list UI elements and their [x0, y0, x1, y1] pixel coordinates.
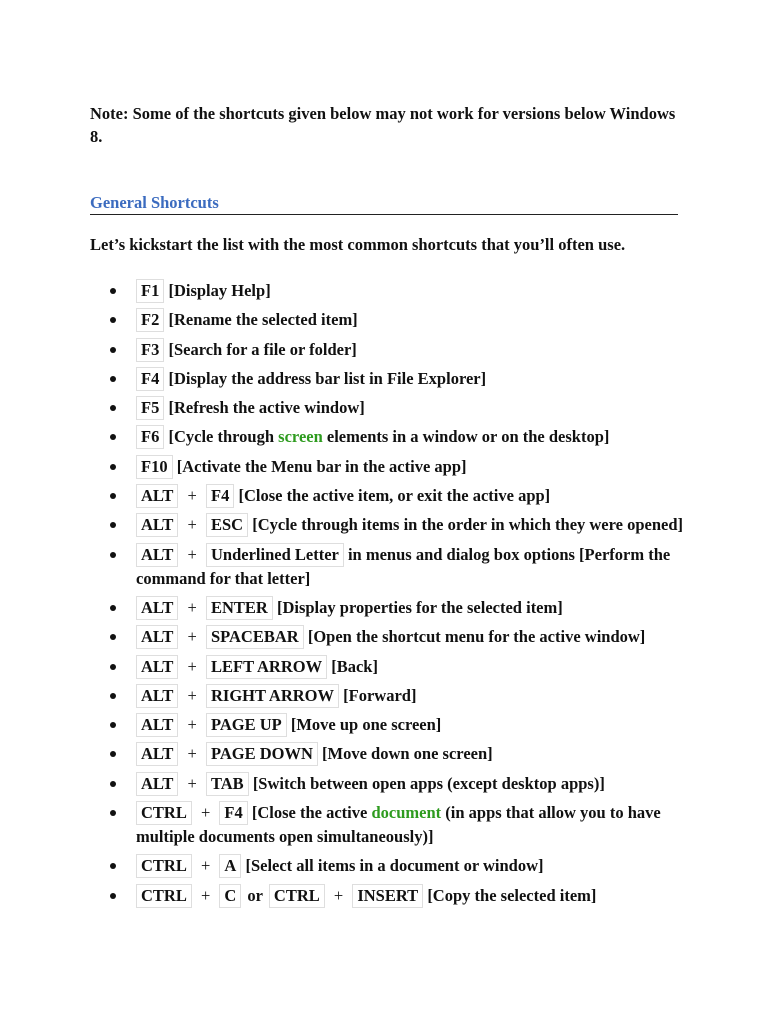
shortcut-item [110, 772, 690, 796]
key-label: F4 [219, 801, 247, 825]
shortcut-description: [Forward] [343, 685, 417, 705]
shortcut-item [110, 367, 690, 391]
plus-sign: + [196, 856, 215, 876]
bullet-icon [110, 863, 116, 869]
shortcut-item [110, 684, 690, 708]
key-label: F6 [136, 425, 164, 449]
bullet-icon [110, 434, 116, 440]
key-label: F1 [136, 279, 164, 303]
shortcut-description: [Move down one screen] [322, 744, 493, 764]
shortcut-description: [Move up one screen] [290, 715, 442, 735]
plus-sign: + [329, 885, 348, 905]
shortcut-description: [Cycle through [168, 427, 279, 447]
inline-link[interactable]: screen [278, 427, 323, 447]
shortcut-item [110, 396, 690, 420]
shortcut-item [110, 425, 690, 449]
bullet-icon [110, 781, 116, 787]
section-heading: General Shortcuts [90, 193, 678, 215]
shortcut-description: [Activate the Menu bar in the active app] [176, 456, 467, 476]
shortcut-description: [Copy the selected item] [427, 885, 597, 905]
bullet-icon [110, 288, 116, 294]
key-label: ENTER [206, 596, 273, 620]
shortcut-description: elements in a window or on the desktop] [322, 427, 610, 447]
shortcut-description: [Select all items in a document or window] [245, 856, 544, 876]
plus-sign: + [183, 486, 201, 506]
plus-sign: + [183, 744, 201, 764]
bullet-icon [110, 810, 116, 816]
plus-sign: + [183, 656, 201, 676]
bullet-icon [110, 317, 116, 323]
shortcut-description: [Switch between open apps (except desktop apps)] [252, 773, 605, 793]
shortcut-item [110, 455, 690, 479]
shortcut-item [110, 513, 690, 537]
bullet-icon [110, 552, 116, 558]
shortcut-description: [Close the active [251, 803, 372, 823]
key-label: ALT [136, 742, 178, 766]
plus-sign: + [183, 597, 201, 617]
key-label: Underlined Letter [206, 543, 344, 567]
key-label: F5 [136, 396, 164, 420]
shortcut-item [110, 484, 690, 508]
plus-sign: + [196, 803, 215, 823]
intro-paragraph: Let’s kickstart the list with the most common shortcuts that you’ll often use. [90, 235, 626, 254]
key-label: F4 [136, 367, 164, 391]
key-label: CTRL [136, 884, 192, 908]
key-label: ESC [206, 513, 248, 537]
key-label: PAGE UP [206, 713, 287, 737]
key-label: F10 [136, 455, 173, 479]
bullet-icon [110, 405, 116, 411]
shortcut-description: [Display Help] [168, 281, 271, 300]
bullet-icon [110, 751, 116, 757]
shortcut-item [110, 655, 690, 679]
shortcut-description: [Back] [331, 656, 378, 676]
key-label: TAB [206, 772, 249, 796]
key-label: C [219, 884, 241, 908]
key-label: ALT [136, 513, 178, 537]
key-label: A [219, 854, 241, 878]
plus-sign: + [183, 773, 201, 793]
shortcut-description: [Search for a file or folder] [168, 339, 357, 359]
shortcut-item [110, 742, 690, 766]
key-label: ALT [136, 772, 178, 796]
shortcut-description: [Refresh the active window] [168, 398, 365, 418]
shortcut-item [110, 884, 690, 908]
shortcut-item [110, 801, 690, 849]
or-label: or [247, 885, 263, 905]
bullet-icon [110, 464, 116, 470]
bullet-icon [110, 893, 116, 899]
key-label: F4 [206, 484, 234, 508]
shortcut-item [110, 338, 690, 362]
shortcut-list [110, 279, 690, 913]
bullet-icon [110, 664, 116, 670]
shortcut-description: in menus and dialog box options [Perform the command for that letter] [136, 544, 671, 588]
key-label: F3 [136, 338, 164, 362]
bullet-icon [110, 522, 116, 528]
key-label: ALT [136, 484, 178, 508]
plus-sign: + [183, 627, 201, 647]
key-label: ALT [136, 713, 178, 737]
shortcut-item [110, 543, 690, 591]
shortcut-item [110, 713, 690, 737]
key-label: ALT [136, 684, 178, 708]
key-label: SPACEBAR [206, 625, 304, 649]
key-label: ALT [136, 596, 178, 620]
key-label: CTRL [136, 854, 192, 878]
key-label: ALT [136, 543, 178, 567]
shortcut-description: [Rename the selected item] [168, 310, 358, 330]
bullet-icon [110, 376, 116, 382]
key-label: LEFT ARROW [206, 655, 327, 679]
shortcut-description: [Cycle through items in the order in which they were opened] [252, 515, 684, 535]
shortcut-item [110, 625, 690, 649]
bullet-icon [110, 722, 116, 728]
shortcut-description: [Display the address bar list in File Explorer] [168, 368, 487, 388]
bullet-icon [110, 634, 116, 640]
shortcut-description: [Display properties for the selected item] [276, 597, 563, 617]
shortcut-description: (in apps that allow you to have multiple documents open simultaneously)] [136, 803, 661, 847]
key-label: ALT [136, 655, 178, 679]
plus-sign: + [183, 515, 201, 535]
bullet-icon [110, 347, 116, 353]
bullet-icon [110, 693, 116, 699]
inline-link[interactable]: document [371, 803, 442, 823]
shortcut-item [110, 854, 690, 878]
shortcut-description: [Close the active item, or exit the active app] [238, 486, 551, 506]
bullet-icon [110, 493, 116, 499]
shortcut-description: [Open the shortcut menu for the active window] [307, 627, 646, 647]
shortcut-item [110, 308, 690, 332]
plus-sign: + [196, 885, 215, 905]
key-label: CTRL [136, 801, 192, 825]
key-label: RIGHT ARROW [206, 684, 339, 708]
shortcut-item [110, 596, 690, 620]
plus-sign: + [183, 544, 201, 564]
key-label: INSERT [352, 884, 423, 908]
key-label: CTRL [269, 884, 325, 908]
plus-sign: + [183, 685, 201, 705]
key-label: F2 [136, 308, 164, 332]
key-label: PAGE DOWN [206, 742, 318, 766]
plus-sign: + [183, 715, 201, 735]
shortcut-item [110, 279, 690, 303]
key-label: ALT [136, 625, 178, 649]
version-note: Note: Some of the shortcuts given below may not work for versions below Windows 8. [90, 104, 676, 146]
bullet-icon [110, 605, 116, 611]
